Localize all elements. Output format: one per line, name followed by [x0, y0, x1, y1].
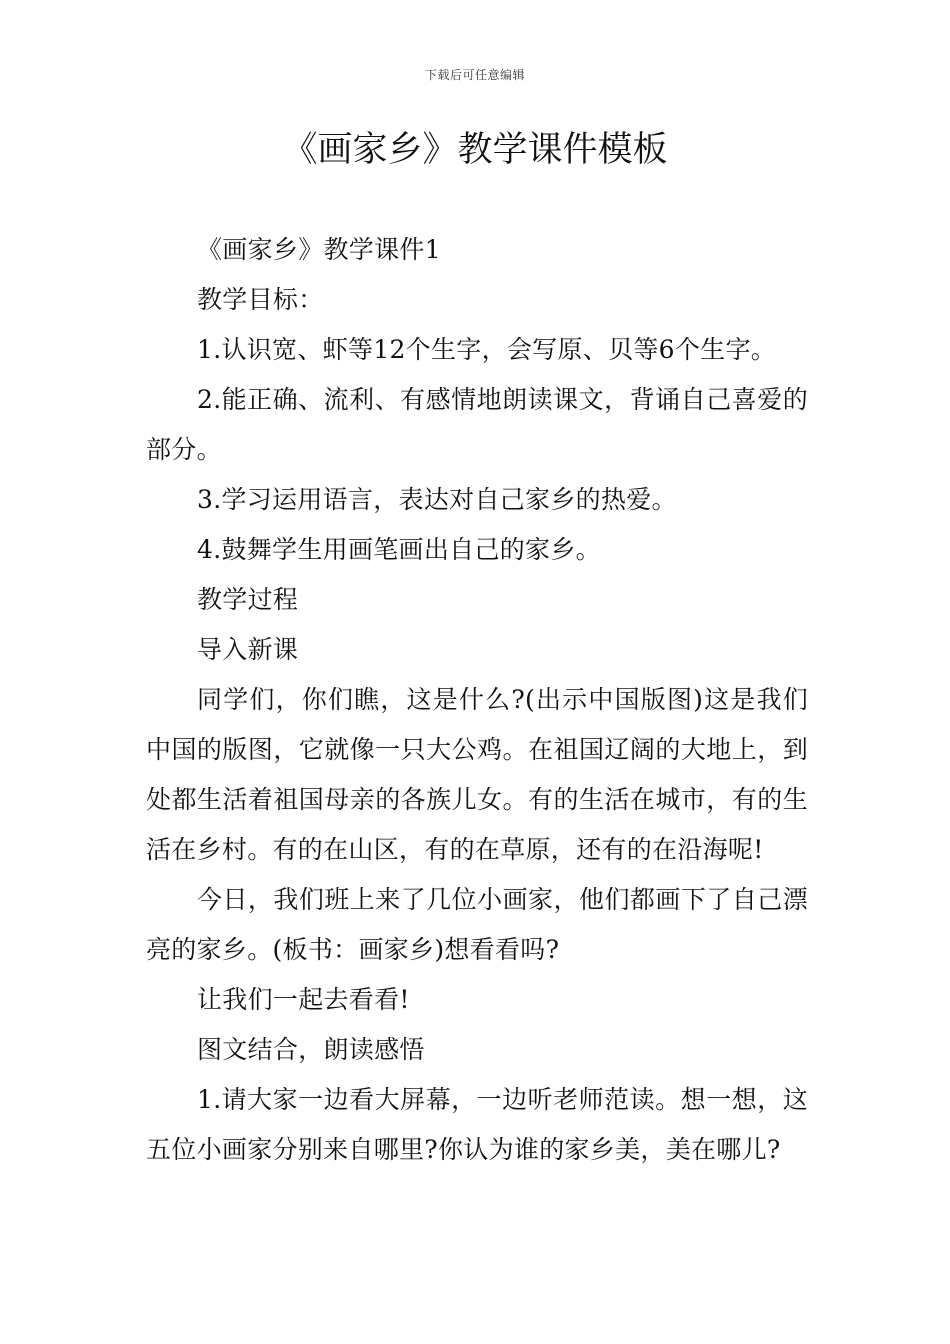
paragraph-goal-3: 3.学习运用语言，表达对自己家乡的热爱。	[197, 485, 677, 514]
paragraph-goal-2: 2.能正确、流利、有感情地朗读课文，背诵自己喜爱的部分。	[146, 385, 808, 464]
paragraph-goal-4: 4.鼓舞学生用画笔画出自己的家乡。	[197, 535, 601, 564]
paragraph-goals-heading: 教学目标：	[197, 285, 324, 314]
document-body	[146, 225, 808, 1175]
paragraph-process-heading: 教学过程	[197, 585, 299, 614]
header-note: 下载后可任意编辑	[424, 68, 525, 82]
paragraph-painters: 今日，我们班上来了几位小画家，他们都画下了自己漂亮的家乡。(板书：画家乡)想看看吗?	[146, 885, 808, 964]
paragraph-reading-step-1: 1.请大家一边看大屏幕，一边听老师范读。想一想，这五位小画家分别来自哪里?你认为谁的家乡美，美在哪儿?	[146, 1085, 808, 1164]
paragraph-goal-1: 1.认识宽、虾等12个生字，会写原、贝等6个生字。	[197, 335, 777, 364]
paragraph-intro-text: 同学们，你们瞧，这是什么?(出示中国版图)这是我们中国的版图，它就像一只大公鸡。在祖国辽阔的大地上，到处都生活着祖国母亲的各族儿女。有的生活在城市，有的生活在乡村。有的在山区，有的在草原，还有的在沿海呢!	[146, 685, 808, 864]
paragraph-subtitle: 《画家乡》教学课件1	[197, 235, 441, 264]
paragraph-intro-heading: 导入新课	[197, 635, 299, 664]
document-title: 《画家乡》教学课件模板	[282, 130, 668, 170]
paragraph-reading-heading: 图文结合，朗读感悟	[197, 1035, 425, 1064]
paragraph-lets-see: 让我们一起去看看!	[197, 985, 410, 1014]
